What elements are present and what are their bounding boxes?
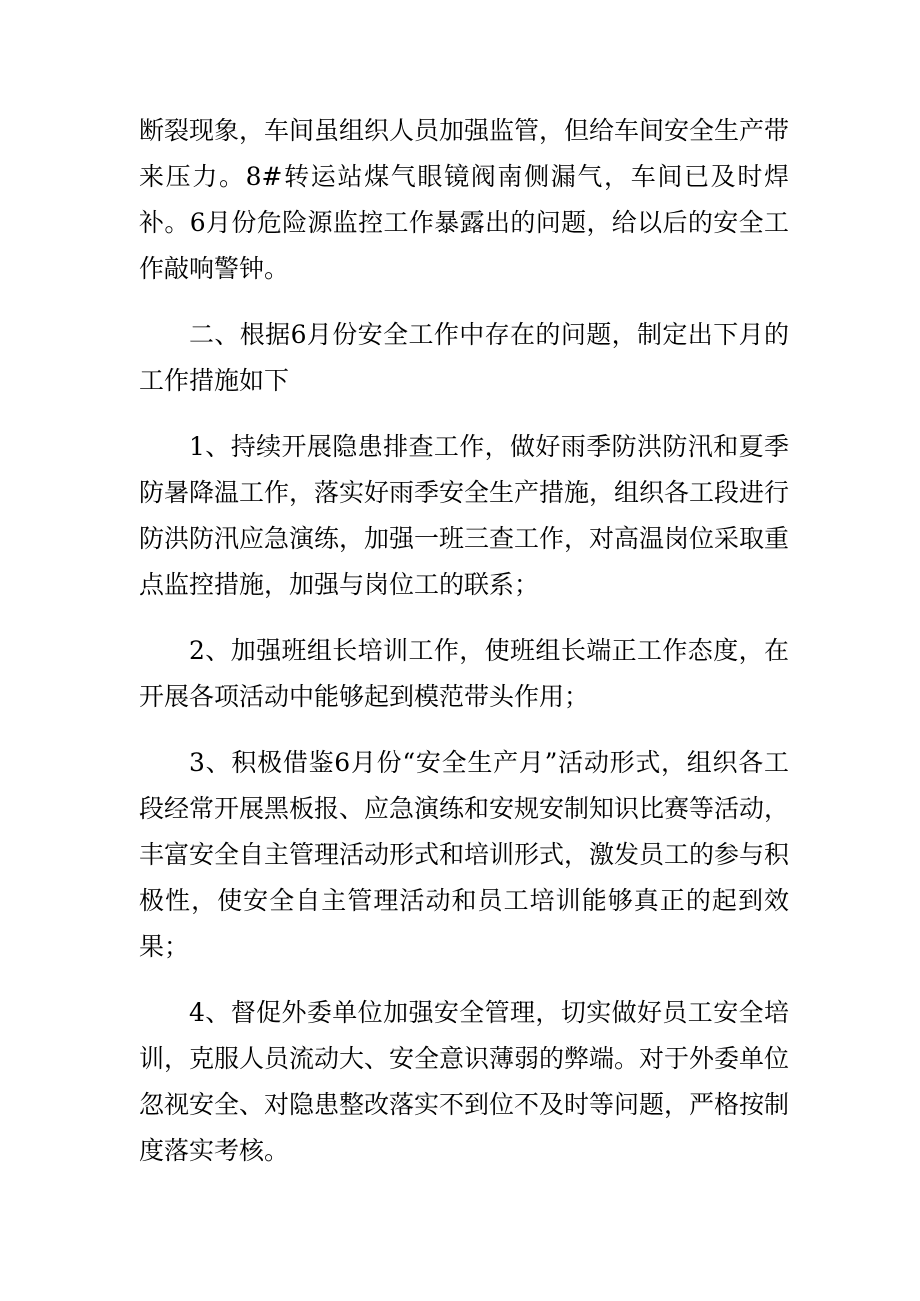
list-item-3: 3、积极借鉴6月份“安全生产月”活动形式，组织各工段经常开展黑板报、应急演练和安规安制知识比赛等活动，丰富安全自主管理活动形式和培训形式，激发员工的参与积极性，使安全自主管理活动和员工培训能够真正的起到效果； <box>139 748 790 961</box>
list-item-1: 1、持续开展隐患排查工作，做好雨季防洪防汛和夏季防暑降温工作，落实好雨季安全生产措施，组织各工段进行防洪防汛应急演练，加强一班三查工作，对高温岗位采取重点监控措施，加强与岗位工的联系； <box>139 432 790 599</box>
paragraph-continuation: 断裂现象，车间虽组织人员加强监管，但给车间安全生产带来压力。8#转运站煤气眼镜阀南侧漏气，车间已及时焊补。6月份危险源监控工作暴露出的问题，给以后的安全工作敲响警钟。 <box>139 116 790 283</box>
list-item-2: 2、加强班组长培训工作，使班组长端正工作态度，在开展各项活动中能够起到模范带头作用； <box>139 636 789 711</box>
list-item-4: 4、督促外委单位加强安全管理，切实做好员工安全培训，克服人员流动大、安全意识薄弱的弊端。对于外委单位忽视安全、对隐患整改落实不到位不及时等问题，严格按制度落实考核。 <box>139 998 790 1165</box>
document-page <box>139 108 789 1174</box>
section-heading-two: 二、根据6月份安全工作中存在的问题，制定出下月的工作措施如下 <box>139 320 789 395</box>
